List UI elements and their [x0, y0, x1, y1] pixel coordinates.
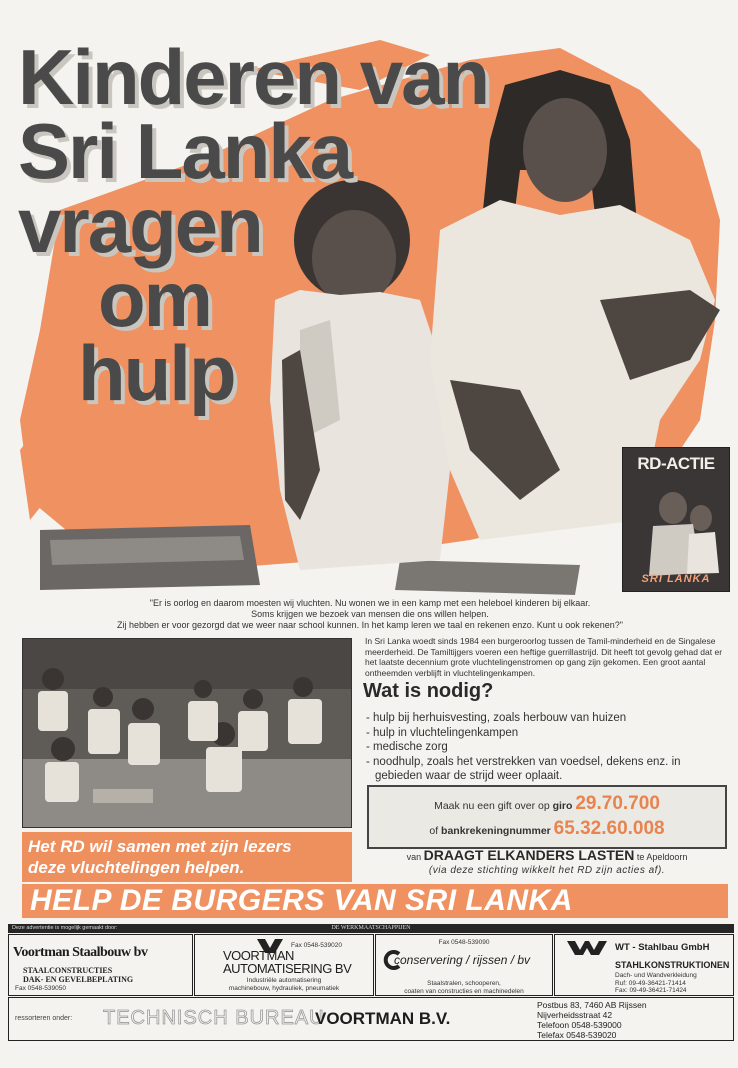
staalbouw-lines	[23, 966, 133, 984]
quote-line-2: Soms krijgen we bezoek van mensen die ons willen helpen.	[251, 609, 489, 619]
bank-line	[369, 818, 725, 840]
foundation-note: (via deze stichting wikkelt het RD zijn acties af).	[428, 865, 666, 876]
conservering-lines	[376, 980, 552, 996]
classroom-photo-image	[23, 639, 352, 828]
address-line: Nijverheidsstraat 42	[537, 1010, 613, 1020]
conservering-fax: Fax 0548-539090	[438, 939, 490, 946]
needs-item: - noodhulp, zoals het verstrekken van voedsel, dekens enz. in gebieden waar de strijd weer oplaait.	[366, 755, 681, 782]
foundation-prefix: van	[406, 852, 422, 862]
needs-heading: Wat is nodig?	[363, 680, 494, 702]
needs-item: - hulp bij herhuisvesting, zoals herbouw van huizen	[366, 712, 627, 724]
refugee-classroom-photo	[22, 638, 352, 828]
wt-lines	[615, 972, 697, 995]
conservering-line: Staalstralen, schooperen,	[427, 980, 501, 987]
address-line: Telefoon 0548-539000	[537, 1020, 622, 1030]
ressorteren-label: ressorteren onder:	[15, 1015, 73, 1022]
giro-number: 29.70.700	[575, 793, 660, 814]
needs-list	[366, 711, 726, 784]
giro-line	[369, 793, 725, 815]
staalbouw-logo: Voortman Staalbouw bv	[13, 945, 148, 960]
rd-actie-title: RD-ACTIE	[637, 454, 715, 473]
wt-line: Dach- und Wandverkleidung	[615, 972, 697, 979]
sponsor-conservering	[375, 934, 553, 996]
wt-name: WT - Stahlbau GmbH	[615, 942, 710, 953]
help-banner: HELP DE BURGERS VAN SRI LANKA	[22, 884, 728, 918]
wt-title: STAHLKONSTRUKTIONEN	[615, 960, 730, 970]
automatisering-logo-line: VOORTMAN	[223, 948, 294, 963]
giro-label: giro	[552, 800, 573, 812]
sponsor-staalbouw	[8, 934, 193, 996]
donation-box	[367, 785, 727, 849]
staalbouw-fax: Fax 0548-539050	[15, 985, 66, 992]
staalbouw-line: DAK- EN GEVELBEPLATING	[23, 975, 134, 984]
staalbouw-line: STAALCONSTRUCTIES	[23, 966, 113, 975]
headline	[18, 33, 578, 417]
wt-logo-icon	[567, 941, 607, 955]
needs-item: - hulp in vluchtelingenkampen	[366, 726, 519, 739]
sponsor-wt-stahlbau	[554, 934, 734, 996]
foundation-suffix: te Apeldoorn	[636, 852, 688, 862]
photo-caption	[22, 832, 352, 882]
rd-actie-thumbnail	[622, 447, 730, 592]
sponsor-automatisering	[194, 934, 374, 996]
caption-line-1: Het RD wil samen met zijn lezers	[28, 837, 292, 856]
headline-line-5: hulp	[78, 329, 235, 417]
bank-label: bankrekeningnummer	[441, 825, 551, 837]
intro-paragraph: In Sri Lanka woedt sinds 1984 een burgeroorlog tussen de Tamil-minderheid en de Singalese meerderheid. De Tamiltijgers voeren een heftige guerrillastrijd. Dit heeft tot gevolg gehad dat er het laatste decennium grote vluchtelingenstromen op gang zijn gekomen. Een groot aantal ontheemden verblijft in vluchtelingenkampen.	[365, 636, 723, 678]
giro-prefix: Maak nu een gift over op	[434, 800, 550, 812]
rd-actie-subtitle: SRI LANKA	[641, 573, 711, 585]
automatisering-line: Industriële automatisering	[246, 977, 322, 984]
bank-prefix: of	[429, 825, 439, 837]
quote-line-1: "Er is oorlog en daarom moesten wij vluchten. Nu wonen we in een kamp met een heleboel kinderen bij elkaar.	[149, 598, 591, 608]
address-line: Telefax 0548-539020	[537, 1030, 617, 1040]
needs-item: - medische zorg	[366, 741, 448, 753]
foundation-line	[367, 849, 727, 877]
conservering-logo: conservering / rijssen / bv	[394, 953, 531, 967]
foundation-name: DRAAGT ELKANDERS LASTEN	[423, 847, 635, 863]
sponsor-header	[8, 924, 734, 933]
voortman-address	[537, 1000, 647, 1040]
bank-number: 65.32.60.008	[553, 818, 665, 839]
address-line: Postbus 83, 7460 AB Rijssen	[537, 1000, 647, 1010]
headline-line-4: om	[98, 255, 211, 343]
wt-line: Ruf: 09-49-36421-71414	[615, 979, 686, 987]
headline-line-2: Sri Lanka	[18, 107, 352, 195]
technisch-bureau-label: TECHNISCH BUREAU	[103, 1007, 325, 1029]
headline-line-1: Kinderen van	[18, 33, 489, 121]
voortman-bv-label: VOORTMAN B.V.	[315, 1009, 451, 1028]
automatisering-lines	[195, 977, 373, 993]
quote-line-3: Zij hebben er voor gezorgd dat we weer naar school kunnen. In het kamp leren we taal en rekenen enzo. Kunt u ook rekenen?"	[116, 620, 623, 630]
conservering-line: coaten van constructies en machinedelen	[404, 988, 524, 995]
sponsor-header-left: Deze advertentie is mogelijk gemaakt door:	[12, 925, 118, 931]
wt-line: Fax: 09-49-36421-71424	[615, 987, 687, 994]
automatisering-logo-line: AUTOMATISERING BV	[223, 961, 352, 976]
automatisering-fax: Fax 0548-539020	[291, 942, 342, 949]
child-quote	[40, 598, 700, 631]
sponsor-header-center: DE WERKMAATSCHAPPIJEN	[331, 925, 411, 931]
automatisering-line: machinebouw, hydrauliek, pneumatiek	[228, 985, 340, 992]
automatisering-logo	[223, 949, 351, 975]
caption-line-2: deze vluchtelingen helpen.	[28, 858, 245, 877]
headline-line-3: vragen	[18, 181, 262, 269]
technisch-bureau	[8, 997, 734, 1041]
sponsor-block	[8, 924, 734, 1048]
